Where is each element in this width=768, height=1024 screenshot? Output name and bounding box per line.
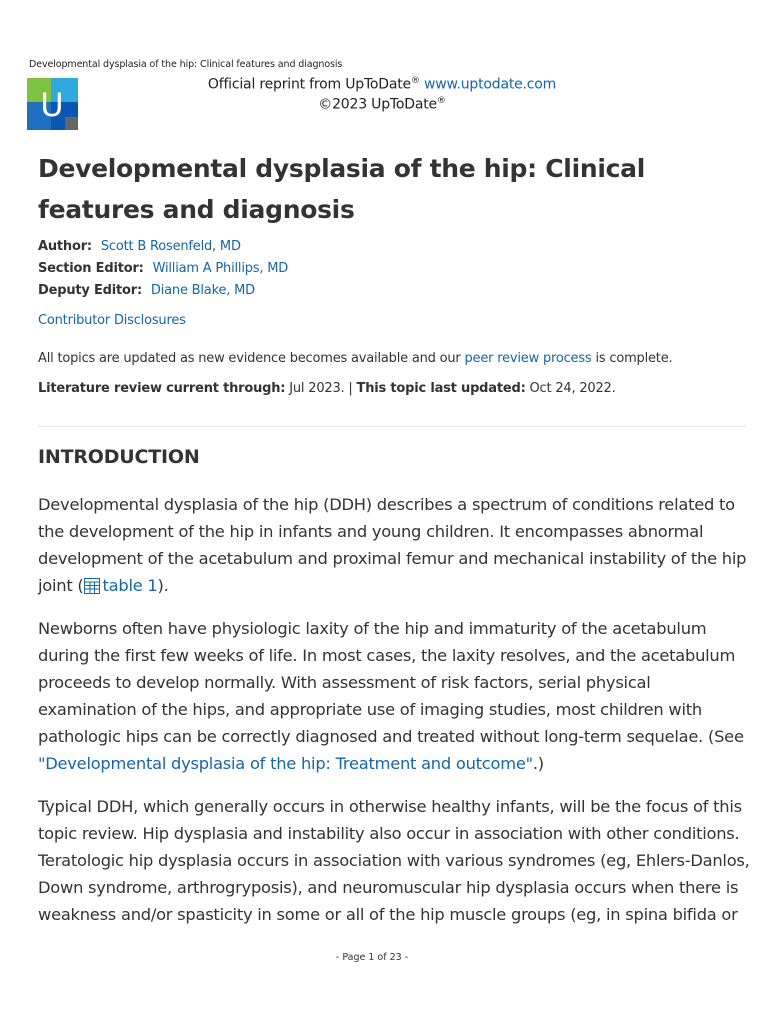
literature-review-line [38,381,616,396]
paragraph-1 [38,491,750,599]
article-title: Developmental dysplasia of the hip: Clinical features and diagnosis [38,154,645,224]
author-row [38,239,241,254]
contributor-disclosures-link[interactable]: Contributor Disclosures [38,313,186,328]
paragraph-1-end: ). [157,576,169,595]
peer-review-link[interactable]: peer review process [464,351,592,366]
copyright-registered-mark: ® [436,96,446,106]
last-updated-value: Oct 24, 2022. [525,381,616,396]
section-editor-label: Section Editor: [38,261,144,276]
logo-letter: U [40,86,64,124]
reprint-line [0,76,764,93]
author-link[interactable]: Scott B Rosenfeld, MD [100,239,241,254]
author-label: Author: [38,239,92,254]
copyright-text: ©2023 UpToDate [318,96,437,113]
update-note [38,351,672,366]
literature-review-value: Jul 2023. | [285,381,357,396]
official-reprint-text: Official reprint from UpToDate [207,76,411,93]
last-updated-label: This topic last updated: [356,381,526,396]
uptodate-url-link[interactable]: www.uptodate.com [424,76,557,93]
table-icon [84,578,100,594]
paragraph-2-end: .) [532,754,544,773]
running-head: Developmental dysplasia of the hip: Clinical features and diagnosis [29,59,343,70]
paragraph-3: Typical DDH, which generally occurs in otherwise healthy infants, will be the focus of this topic review. Hip dysplasia and instability also occur in association with other conditions. Teratologic hip dysplasia occurs in association with various syndromes (eg, Ehlers-Danlos, Down syndrome, arthrogryposis), and neuromuscular hip dysplasia occurs when there is weakness and/or spasticity in some or all of the hip muscle groups (eg, in spina bifida or [38,797,750,924]
update-note-end: is complete. [591,351,673,366]
contributor-disclosures-row [38,313,186,328]
paragraph-2-text: Newborns often have physiologic laxity of the hip and immaturity of the acetabulum during the first few weeks of life. In most cases, the laxity resolves, and the acetabulum proceeds to develop normally. With assessment of risk factors, serial physical examination of the hips, and appropriate use of imaging studies, most children with pathologic hips can be correctly diagnosed and treated without long-term sequelae. (See [38,619,744,746]
divider [38,426,746,427]
update-note-text: All topics are updated as new evidence becomes available and our [38,351,465,366]
paragraph-2 [38,615,750,777]
page-number: - Page 1 of 23 - [335,952,409,963]
section-heading-introduction: INTRODUCTION [38,446,200,468]
copyright-line [0,96,764,113]
treatment-outcome-link[interactable]: "Developmental dysplasia of the hip: Treatment and outcome" [38,754,533,773]
registered-mark: ® [410,76,420,86]
deputy-editor-label: Deputy Editor: [38,283,142,298]
literature-review-label: Literature review current through: [38,381,286,396]
deputy-editor-row [38,283,255,298]
section-editor-link[interactable]: William A Phillips, MD [152,261,289,276]
deputy-editor-link[interactable]: Diane Blake, MD [150,283,255,298]
section-editor-row [38,261,288,276]
paragraph-1-text: Developmental dysplasia of the hip (DDH) describes a spectrum of conditions related to the development of the hip in infants and young children. It encompasses abnormal development of the acetabulum and proximal femur and mechanical instability of the hip joint ( [38,495,747,595]
table-1-link[interactable]: table 1 [102,576,158,595]
